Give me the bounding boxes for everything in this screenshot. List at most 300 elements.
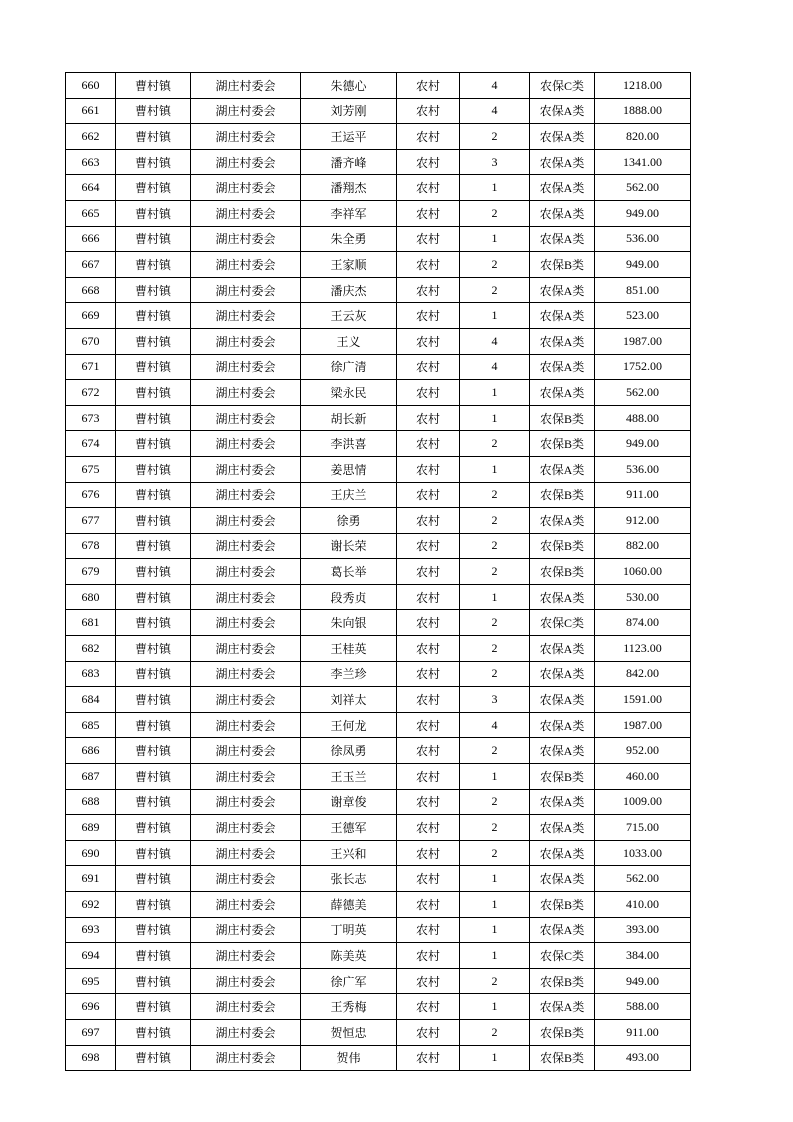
cell-count: 2 — [460, 738, 530, 764]
table-row — [66, 943, 691, 969]
cell-village: 湖庄村委会 — [191, 712, 301, 738]
cell-village: 湖庄村委会 — [191, 840, 301, 866]
cell-id: 676 — [66, 482, 116, 508]
cell-type: 农村 — [397, 328, 460, 354]
cell-amount: 493.00 — [595, 1045, 691, 1071]
cell-count: 2 — [460, 661, 530, 687]
table-row — [66, 789, 691, 815]
cell-category: 农保A类 — [530, 456, 595, 482]
cell-village: 湖庄村委会 — [191, 124, 301, 150]
cell-name: 徐广清 — [301, 354, 397, 380]
cell-id: 687 — [66, 764, 116, 790]
cell-category: 农保A类 — [530, 712, 595, 738]
cell-village: 湖庄村委会 — [191, 917, 301, 943]
cell-category: 农保B类 — [530, 252, 595, 278]
cell-name: 丁明英 — [301, 917, 397, 943]
cell-name: 王何龙 — [301, 712, 397, 738]
cell-name: 李祥军 — [301, 200, 397, 226]
cell-name: 徐广军 — [301, 968, 397, 994]
cell-village: 湖庄村委会 — [191, 98, 301, 124]
cell-amount: 488.00 — [595, 405, 691, 431]
cell-type: 农村 — [397, 661, 460, 687]
cell-type: 农村 — [397, 892, 460, 918]
cell-id: 667 — [66, 252, 116, 278]
cell-amount: 715.00 — [595, 815, 691, 841]
cell-village: 湖庄村委会 — [191, 252, 301, 278]
cell-village: 湖庄村委会 — [191, 354, 301, 380]
cell-category: 农保A类 — [530, 584, 595, 610]
cell-type: 农村 — [397, 1045, 460, 1071]
cell-count: 2 — [460, 533, 530, 559]
cell-town: 曹村镇 — [116, 559, 191, 585]
cell-village: 湖庄村委会 — [191, 815, 301, 841]
cell-town: 曹村镇 — [116, 610, 191, 636]
cell-type: 农村 — [397, 175, 460, 201]
table-row — [66, 354, 691, 380]
cell-town: 曹村镇 — [116, 431, 191, 457]
cell-category: 农保A类 — [530, 303, 595, 329]
cell-amount: 911.00 — [595, 1019, 691, 1045]
cell-amount: 952.00 — [595, 738, 691, 764]
cell-village: 湖庄村委会 — [191, 559, 301, 585]
cell-amount: 1752.00 — [595, 354, 691, 380]
cell-category: 农保A类 — [530, 175, 595, 201]
cell-amount: 1341.00 — [595, 149, 691, 175]
cell-amount: 1033.00 — [595, 840, 691, 866]
cell-id: 679 — [66, 559, 116, 585]
cell-name: 潘翔杰 — [301, 175, 397, 201]
cell-town: 曹村镇 — [116, 994, 191, 1020]
table-row — [66, 994, 691, 1020]
cell-id: 670 — [66, 328, 116, 354]
cell-town: 曹村镇 — [116, 866, 191, 892]
cell-town: 曹村镇 — [116, 149, 191, 175]
cell-name: 李洪喜 — [301, 431, 397, 457]
cell-category: 农保A类 — [530, 636, 595, 662]
cell-amount: 562.00 — [595, 380, 691, 406]
cell-id: 668 — [66, 277, 116, 303]
cell-town: 曹村镇 — [116, 252, 191, 278]
cell-id: 681 — [66, 610, 116, 636]
cell-name: 徐凤勇 — [301, 738, 397, 764]
cell-town: 曹村镇 — [116, 124, 191, 150]
cell-id: 698 — [66, 1045, 116, 1071]
cell-type: 农村 — [397, 943, 460, 969]
cell-amount: 1987.00 — [595, 712, 691, 738]
cell-village: 湖庄村委会 — [191, 687, 301, 713]
cell-town: 曹村镇 — [116, 1045, 191, 1071]
cell-name: 王秀梅 — [301, 994, 397, 1020]
table-row — [66, 1045, 691, 1071]
cell-town: 曹村镇 — [116, 738, 191, 764]
cell-type: 农村 — [397, 508, 460, 534]
cell-amount: 384.00 — [595, 943, 691, 969]
cell-town: 曹村镇 — [116, 764, 191, 790]
cell-category: 农保B类 — [530, 559, 595, 585]
cell-village: 湖庄村委会 — [191, 1019, 301, 1045]
cell-id: 664 — [66, 175, 116, 201]
cell-village: 湖庄村委会 — [191, 73, 301, 99]
cell-type: 农村 — [397, 840, 460, 866]
cell-count: 1 — [460, 764, 530, 790]
cell-count: 3 — [460, 149, 530, 175]
cell-type: 农村 — [397, 252, 460, 278]
cell-type: 农村 — [397, 431, 460, 457]
cell-id: 662 — [66, 124, 116, 150]
cell-type: 农村 — [397, 482, 460, 508]
cell-category: 农保B类 — [530, 892, 595, 918]
cell-amount: 949.00 — [595, 252, 691, 278]
cell-count: 4 — [460, 328, 530, 354]
cell-type: 农村 — [397, 610, 460, 636]
cell-category: 农保C类 — [530, 610, 595, 636]
cell-village: 湖庄村委会 — [191, 584, 301, 610]
cell-count: 2 — [460, 252, 530, 278]
cell-category: 农保B类 — [530, 431, 595, 457]
cell-village: 湖庄村委会 — [191, 303, 301, 329]
table-row — [66, 149, 691, 175]
cell-category: 农保A类 — [530, 380, 595, 406]
cell-village: 湖庄村委会 — [191, 892, 301, 918]
cell-name: 姜思情 — [301, 456, 397, 482]
cell-category: 农保A类 — [530, 738, 595, 764]
cell-village: 湖庄村委会 — [191, 943, 301, 969]
cell-name: 王运平 — [301, 124, 397, 150]
cell-id: 671 — [66, 354, 116, 380]
cell-type: 农村 — [397, 866, 460, 892]
cell-category: 农保A类 — [530, 508, 595, 534]
table-row — [66, 508, 691, 534]
cell-type: 农村 — [397, 1019, 460, 1045]
cell-amount: 536.00 — [595, 226, 691, 252]
table-row — [66, 303, 691, 329]
cell-village: 湖庄村委会 — [191, 380, 301, 406]
cell-town: 曹村镇 — [116, 98, 191, 124]
cell-count: 1 — [460, 226, 530, 252]
cell-type: 农村 — [397, 789, 460, 815]
cell-name: 王云灰 — [301, 303, 397, 329]
table-row — [66, 738, 691, 764]
cell-count: 1 — [460, 1045, 530, 1071]
cell-town: 曹村镇 — [116, 73, 191, 99]
cell-amount: 1591.00 — [595, 687, 691, 713]
cell-village: 湖庄村委会 — [191, 968, 301, 994]
cell-category: 农保A类 — [530, 994, 595, 1020]
cell-town: 曹村镇 — [116, 533, 191, 559]
cell-amount: 874.00 — [595, 610, 691, 636]
cell-type: 农村 — [397, 73, 460, 99]
cell-type: 农村 — [397, 584, 460, 610]
cell-type: 农村 — [397, 98, 460, 124]
cell-id: 683 — [66, 661, 116, 687]
cell-id: 661 — [66, 98, 116, 124]
cell-village: 湖庄村委会 — [191, 764, 301, 790]
cell-town: 曹村镇 — [116, 789, 191, 815]
cell-type: 农村 — [397, 303, 460, 329]
table-row — [66, 968, 691, 994]
cell-id: 688 — [66, 789, 116, 815]
table-row — [66, 380, 691, 406]
cell-name: 胡长新 — [301, 405, 397, 431]
cell-id: 692 — [66, 892, 116, 918]
cell-type: 农村 — [397, 636, 460, 662]
table-row — [66, 252, 691, 278]
cell-name: 段秀贞 — [301, 584, 397, 610]
cell-count: 2 — [460, 815, 530, 841]
cell-town: 曹村镇 — [116, 482, 191, 508]
table-row — [66, 431, 691, 457]
cell-category: 农保A类 — [530, 866, 595, 892]
cell-village: 湖庄村委会 — [191, 200, 301, 226]
cell-count: 2 — [460, 482, 530, 508]
table-row — [66, 124, 691, 150]
cell-village: 湖庄村委会 — [191, 508, 301, 534]
cell-amount: 851.00 — [595, 277, 691, 303]
cell-type: 农村 — [397, 712, 460, 738]
cell-count: 1 — [460, 175, 530, 201]
cell-name: 刘祥太 — [301, 687, 397, 713]
cell-town: 曹村镇 — [116, 661, 191, 687]
cell-count: 1 — [460, 456, 530, 482]
cell-amount: 393.00 — [595, 917, 691, 943]
table-row — [66, 226, 691, 252]
cell-town: 曹村镇 — [116, 943, 191, 969]
table-row — [66, 175, 691, 201]
cell-name: 谢长荣 — [301, 533, 397, 559]
table-row — [66, 661, 691, 687]
cell-name: 王义 — [301, 328, 397, 354]
cell-id: 696 — [66, 994, 116, 1020]
cell-id: 697 — [66, 1019, 116, 1045]
table-row — [66, 405, 691, 431]
cell-name: 潘庆杰 — [301, 277, 397, 303]
cell-name: 徐勇 — [301, 508, 397, 534]
cell-name: 贺恒忠 — [301, 1019, 397, 1045]
cell-category: 农保A类 — [530, 687, 595, 713]
cell-name: 葛长举 — [301, 559, 397, 585]
cell-type: 农村 — [397, 226, 460, 252]
cell-amount: 949.00 — [595, 200, 691, 226]
cell-id: 693 — [66, 917, 116, 943]
cell-id: 682 — [66, 636, 116, 662]
cell-village: 湖庄村委会 — [191, 661, 301, 687]
cell-type: 农村 — [397, 277, 460, 303]
cell-amount: 536.00 — [595, 456, 691, 482]
cell-amount: 588.00 — [595, 994, 691, 1020]
table-row — [66, 917, 691, 943]
table-row — [66, 815, 691, 841]
table-row — [66, 636, 691, 662]
cell-type: 农村 — [397, 815, 460, 841]
cell-id: 678 — [66, 533, 116, 559]
cell-category: 农保A类 — [530, 815, 595, 841]
cell-town: 曹村镇 — [116, 226, 191, 252]
table-row — [66, 840, 691, 866]
cell-category: 农保C类 — [530, 943, 595, 969]
cell-id: 666 — [66, 226, 116, 252]
cell-amount: 523.00 — [595, 303, 691, 329]
cell-type: 农村 — [397, 456, 460, 482]
cell-id: 685 — [66, 712, 116, 738]
cell-amount: 820.00 — [595, 124, 691, 150]
cell-category: 农保B类 — [530, 405, 595, 431]
cell-category: 农保A类 — [530, 328, 595, 354]
cell-count: 3 — [460, 687, 530, 713]
table-row — [66, 328, 691, 354]
cell-count: 2 — [460, 789, 530, 815]
cell-village: 湖庄村委会 — [191, 149, 301, 175]
cell-name: 刘芳刚 — [301, 98, 397, 124]
cell-id: 660 — [66, 73, 116, 99]
cell-category: 农保A类 — [530, 124, 595, 150]
cell-village: 湖庄村委会 — [191, 226, 301, 252]
cell-category: 农保A类 — [530, 277, 595, 303]
cell-name: 陈美英 — [301, 943, 397, 969]
cell-count: 2 — [460, 1019, 530, 1045]
cell-category: 农保A类 — [530, 200, 595, 226]
cell-amount: 949.00 — [595, 431, 691, 457]
cell-type: 农村 — [397, 968, 460, 994]
table-row — [66, 200, 691, 226]
cell-town: 曹村镇 — [116, 277, 191, 303]
cell-count: 2 — [460, 431, 530, 457]
cell-id: 680 — [66, 584, 116, 610]
cell-type: 农村 — [397, 380, 460, 406]
table-row — [66, 610, 691, 636]
cell-name: 朱德心 — [301, 73, 397, 99]
cell-count: 1 — [460, 303, 530, 329]
cell-category: 农保A类 — [530, 98, 595, 124]
cell-id: 665 — [66, 200, 116, 226]
table-row — [66, 1019, 691, 1045]
cell-count: 2 — [460, 200, 530, 226]
cell-count: 2 — [460, 636, 530, 662]
cell-id: 686 — [66, 738, 116, 764]
cell-town: 曹村镇 — [116, 584, 191, 610]
cell-id: 672 — [66, 380, 116, 406]
cell-category: 农保B类 — [530, 1019, 595, 1045]
cell-amount: 911.00 — [595, 482, 691, 508]
cell-town: 曹村镇 — [116, 712, 191, 738]
cell-category: 农保C类 — [530, 73, 595, 99]
cell-town: 曹村镇 — [116, 968, 191, 994]
cell-id: 663 — [66, 149, 116, 175]
table-row — [66, 98, 691, 124]
cell-town: 曹村镇 — [116, 456, 191, 482]
cell-name: 潘齐峰 — [301, 149, 397, 175]
cell-amount: 882.00 — [595, 533, 691, 559]
table-row — [66, 482, 691, 508]
cell-type: 农村 — [397, 738, 460, 764]
cell-amount: 410.00 — [595, 892, 691, 918]
cell-name: 朱向银 — [301, 610, 397, 636]
cell-id: 673 — [66, 405, 116, 431]
cell-amount: 1009.00 — [595, 789, 691, 815]
cell-town: 曹村镇 — [116, 380, 191, 406]
cell-town: 曹村镇 — [116, 508, 191, 534]
cell-name: 王德军 — [301, 815, 397, 841]
cell-type: 农村 — [397, 994, 460, 1020]
cell-type: 农村 — [397, 687, 460, 713]
table-row — [66, 277, 691, 303]
cell-amount: 842.00 — [595, 661, 691, 687]
cell-name: 王玉兰 — [301, 764, 397, 790]
cell-type: 农村 — [397, 559, 460, 585]
table-row — [66, 73, 691, 99]
cell-name: 王庆兰 — [301, 482, 397, 508]
cell-type: 农村 — [397, 200, 460, 226]
cell-village: 湖庄村委会 — [191, 1045, 301, 1071]
cell-category: 农保B类 — [530, 1045, 595, 1071]
cell-town: 曹村镇 — [116, 892, 191, 918]
cell-count: 4 — [460, 354, 530, 380]
table-row — [66, 764, 691, 790]
cell-count: 1 — [460, 380, 530, 406]
cell-amount: 1060.00 — [595, 559, 691, 585]
cell-town: 曹村镇 — [116, 328, 191, 354]
cell-id: 690 — [66, 840, 116, 866]
cell-town: 曹村镇 — [116, 200, 191, 226]
table-row — [66, 559, 691, 585]
cell-village: 湖庄村委会 — [191, 405, 301, 431]
cell-category: 农保A类 — [530, 149, 595, 175]
cell-name: 薛德美 — [301, 892, 397, 918]
cell-id: 684 — [66, 687, 116, 713]
cell-town: 曹村镇 — [116, 636, 191, 662]
cell-count: 4 — [460, 712, 530, 738]
cell-amount: 562.00 — [595, 175, 691, 201]
table-row — [66, 584, 691, 610]
cell-id: 689 — [66, 815, 116, 841]
cell-village: 湖庄村委会 — [191, 533, 301, 559]
cell-category: 农保B类 — [530, 482, 595, 508]
cell-village: 湖庄村委会 — [191, 636, 301, 662]
cell-name: 朱全勇 — [301, 226, 397, 252]
cell-amount: 460.00 — [595, 764, 691, 790]
cell-village: 湖庄村委会 — [191, 277, 301, 303]
cell-category: 农保A类 — [530, 354, 595, 380]
cell-town: 曹村镇 — [116, 405, 191, 431]
cell-amount: 1218.00 — [595, 73, 691, 99]
cell-id: 677 — [66, 508, 116, 534]
cell-category: 农保A类 — [530, 226, 595, 252]
cell-count: 2 — [460, 968, 530, 994]
cell-count: 1 — [460, 584, 530, 610]
cell-village: 湖庄村委会 — [191, 610, 301, 636]
cell-name: 李兰珍 — [301, 661, 397, 687]
cell-id: 675 — [66, 456, 116, 482]
cell-count: 2 — [460, 559, 530, 585]
cell-count: 2 — [460, 508, 530, 534]
cell-name: 王家顺 — [301, 252, 397, 278]
cell-category: 农保B类 — [530, 533, 595, 559]
cell-count: 1 — [460, 917, 530, 943]
cell-amount: 912.00 — [595, 508, 691, 534]
cell-count: 4 — [460, 73, 530, 99]
cell-type: 农村 — [397, 124, 460, 150]
table-row — [66, 687, 691, 713]
cell-count: 2 — [460, 277, 530, 303]
cell-village: 湖庄村委会 — [191, 789, 301, 815]
table-row — [66, 712, 691, 738]
cell-category: 农保A类 — [530, 840, 595, 866]
cell-id: 674 — [66, 431, 116, 457]
cell-id: 691 — [66, 866, 116, 892]
cell-id: 694 — [66, 943, 116, 969]
cell-village: 湖庄村委会 — [191, 738, 301, 764]
cell-amount: 1888.00 — [595, 98, 691, 124]
cell-type: 农村 — [397, 764, 460, 790]
